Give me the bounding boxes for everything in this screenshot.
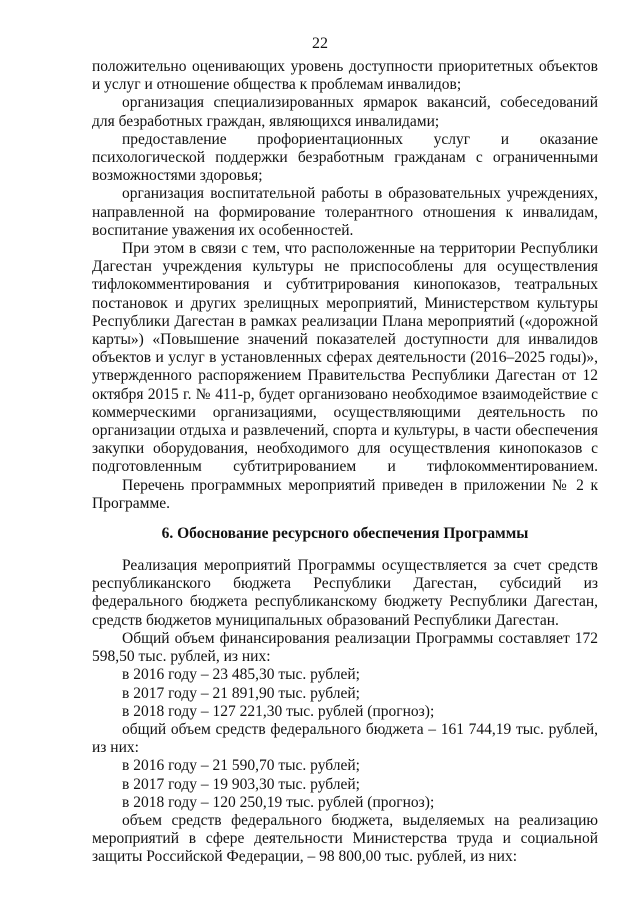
list-item: в 2016 году – 23 485,30 тыс. рублей;: [122, 666, 360, 684]
document-body: [92, 58, 598, 867]
paragraph: объем средств федерального бюджета, выделяемых на реализацию мероприятий в сфере деятельности Министерства труда и социальной защиты Российской Федерации, – 98 800,00 тыс. рублей, из них:: [92, 811, 598, 866]
paragraph: Общий объем финансирования реализации Программы составляет 172 598,50 тыс. рублей, из них:: [92, 629, 598, 666]
paragraph: Реализация мероприятий Программы осуществляется за счет средств республиканского бюджета Республики Дагестан, субсидий из федерального бюджета республиканскому бюджету Республики Дагестан, средств бюджетов муниципальных образований Республики Дагестан.: [92, 557, 598, 629]
section-heading: 6. Обоснование ресурсного обеспечения Программы: [161, 525, 529, 543]
paragraph: общий объем средств федерального бюджета – 161 744,19 тыс. рублей, из них:: [92, 720, 598, 757]
page-number: 22: [312, 35, 328, 52]
paragraph: Перечень программных мероприятий приведен в приложении № 2 к Программе.: [92, 476, 598, 512]
list-item: в 2017 году – 21 891,90 тыс. рублей;: [122, 684, 360, 702]
paragraph: организация специализированных ярмарок вакансий, собеседований для безработных граждан, являющихся инвалидами;: [92, 94, 598, 130]
list-item: в 2018 году – 127 221,30 тыс. рублей (прогноз);: [122, 702, 435, 720]
list-item: в 2017 году – 19 903,30 тыс. рублей;: [122, 775, 360, 793]
list-item: в 2018 году – 120 250,19 тыс. рублей (прогноз);: [122, 793, 435, 811]
paragraph: При этом в связи с тем, что расположенные на территории Республики Дагестан учреждения культуры не приспособлены для осуществления тифлокомментирования и субтитрирования кинопоказов, театральных постановок и других зрелищных мероприятий, Министерством культуры Республики Дагестан в рамках реализации Плана мероприятий («дорожной карты») «Повышение значений показателей доступности для инвалидов объектов и услуг в установленных сферах деятельности (2016–2025 годы)», утвержденного распоряжением Правительства Республики Дагестан от 12 октября 2015 г. № 411-р, будет организовано необходимое взаимодействие с коммерческими организациями, осуществляющими деятельность по организации отдыха и развлечений, спорта и культуры, в части обеспечения закупки оборудования, необходимого для осуществления кинопоказов с подготовленным субтитрированием и тифлокомментированием.: [92, 240, 598, 476]
list-item: в 2016 году – 21 590,70 тыс. рублей;: [122, 757, 360, 775]
paragraph: предоставление профориентационных услуг и оказание психологической поддержки безработным гражданам с ограниченными возможностями здоровья;: [92, 130, 598, 185]
paragraph: организация воспитательной работы в образовательных учреждениях, направленной на формирование толерантного отношения к инвалидам, воспитание уважения их особенностей.: [92, 185, 598, 239]
paragraph: положительно оценивающих уровень доступности приоритетных объектов и услуг и отношение общества к проблемам инвалидов;: [92, 58, 598, 94]
